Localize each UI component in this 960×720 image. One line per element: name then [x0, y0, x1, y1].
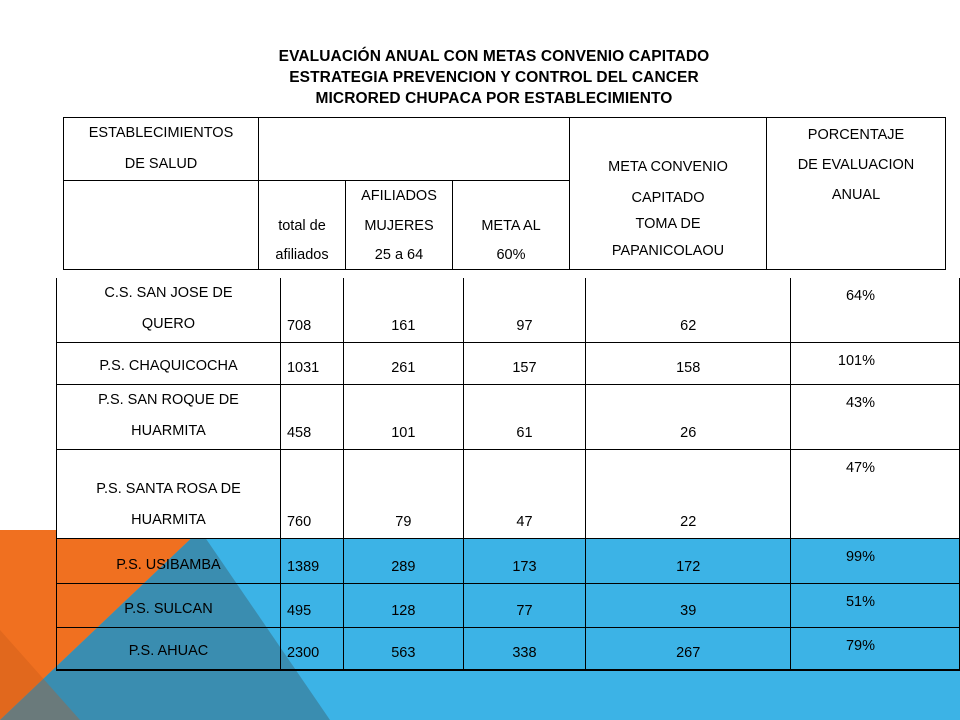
header-meta-line2: CAPITADO: [631, 190, 705, 206]
header-meta60-line2: 60%: [496, 247, 526, 263]
row-name-line2: P.S. USIBAMBA: [116, 557, 221, 573]
row-total: 2300: [280, 628, 343, 670]
row-meta: 267: [586, 628, 791, 670]
row-name-line1: P.S. SANTA ROSA DE: [96, 481, 241, 497]
row-name: [57, 278, 281, 343]
row-afiliados: 161: [343, 278, 463, 343]
header-table: [63, 117, 946, 270]
header-meta60-line1: META AL: [481, 218, 541, 234]
header-afiliados-line3: 25 a 64: [374, 247, 424, 263]
row-afiliados: 101: [343, 385, 463, 450]
row-total: 458: [280, 385, 343, 450]
table-row: [57, 278, 960, 343]
row-total: 760: [280, 450, 343, 539]
row-afiliados: 261: [343, 343, 463, 385]
row-meta: 26: [586, 385, 791, 450]
header-pct-line1: PORCENTAJE: [807, 127, 905, 143]
row-meta: 39: [586, 584, 791, 628]
header-afiliados-mujeres: [346, 181, 453, 270]
row-afiliados: 563: [343, 628, 463, 670]
row-meta: 22: [586, 450, 791, 539]
title-line-3: MICRORED CHUPACA POR ESTABLECIMIENTO: [315, 90, 673, 107]
row-afiliados: 128: [343, 584, 463, 628]
row-name-line1: P.S. SAN ROQUE DE: [98, 392, 239, 408]
row-total: 708: [280, 278, 343, 343]
row-pct: 101%: [791, 343, 960, 385]
header-pct-line3: ANUAL: [831, 187, 881, 203]
row-total: 495: [280, 584, 343, 628]
row-pct: 64%: [791, 278, 960, 343]
row-meta60: 77: [463, 584, 585, 628]
row-name: [57, 539, 281, 584]
row-name-line2: P.S. SULCAN: [124, 601, 213, 617]
header-blank-cell: [259, 118, 570, 181]
row-pct: 47%: [791, 450, 960, 539]
row-name: [57, 343, 281, 385]
header-meta-convenio: [570, 118, 767, 270]
row-meta60: 173: [463, 539, 585, 584]
row-afiliados: 289: [343, 539, 463, 584]
title-line-2: ESTRATEGIA PREVENCION Y CONTROL DEL CANCER: [289, 69, 699, 86]
row-pct: 99%: [791, 539, 960, 584]
row-name-line2: HUARMITA: [131, 423, 206, 439]
row-total: 1389: [280, 539, 343, 584]
header-empty-cell: [64, 181, 259, 270]
header-total-afiliados: [259, 181, 346, 270]
row-meta60: 97: [463, 278, 585, 343]
row-meta60: 47: [463, 450, 585, 539]
title-line-1: EVALUACIÓN ANUAL CON METAS CONVENIO CAPITADO: [278, 48, 710, 65]
row-name: [57, 450, 281, 539]
row-meta: 62: [586, 278, 791, 343]
header-meta-line3: TOMA DE: [635, 216, 701, 232]
row-meta60: 338: [463, 628, 585, 670]
header-establecimientos: [64, 118, 259, 181]
header-total-line2: afiliados: [275, 247, 329, 263]
table-row: [57, 628, 960, 670]
row-pct: 51%: [791, 584, 960, 628]
header-establecimientos-line2: DE SALUD: [124, 156, 198, 172]
header-afiliados-line2: MUJERES: [364, 218, 434, 234]
row-pct: 43%: [791, 385, 960, 450]
row-meta: 172: [586, 539, 791, 584]
row-name-line2: P.S. AHUAC: [128, 642, 209, 659]
row-name-line2: HUARMITA: [131, 512, 206, 528]
header-total-line1: total de: [278, 218, 326, 234]
row-name: [57, 628, 281, 670]
header-meta-line4: PAPANICOLAOU: [611, 243, 725, 259]
header-meta-60: [453, 181, 570, 270]
row-afiliados: 79: [343, 450, 463, 539]
table-row: [57, 539, 960, 584]
table-row: [57, 343, 960, 385]
data-table: [56, 278, 960, 671]
row-pct: 79%: [791, 628, 960, 670]
row-name: [57, 584, 281, 628]
row-meta60: 61: [463, 385, 585, 450]
row-name-line2: P.S. CHAQUICOCHA: [99, 358, 238, 374]
header-meta-line1: META CONVENIO: [608, 159, 728, 175]
row-name-line2: QUERO: [141, 316, 196, 332]
row-name: [57, 385, 281, 450]
row-meta: 158: [586, 343, 791, 385]
header-porcentaje: [767, 118, 946, 270]
header-establecimientos-line1: ESTABLECIMIENTOS: [88, 125, 234, 141]
row-meta60: 157: [463, 343, 585, 385]
row-total: 1031: [280, 343, 343, 385]
header-pct-line2: DE EVALUACION: [797, 157, 915, 173]
row-name-line1: C.S. SAN JOSE DE: [104, 285, 233, 301]
table-row: [57, 450, 960, 539]
header-afiliados-line1: AFILIADOS: [361, 188, 437, 204]
table-row: [57, 385, 960, 450]
slide-title: [0, 46, 960, 109]
table-row: [57, 584, 960, 628]
